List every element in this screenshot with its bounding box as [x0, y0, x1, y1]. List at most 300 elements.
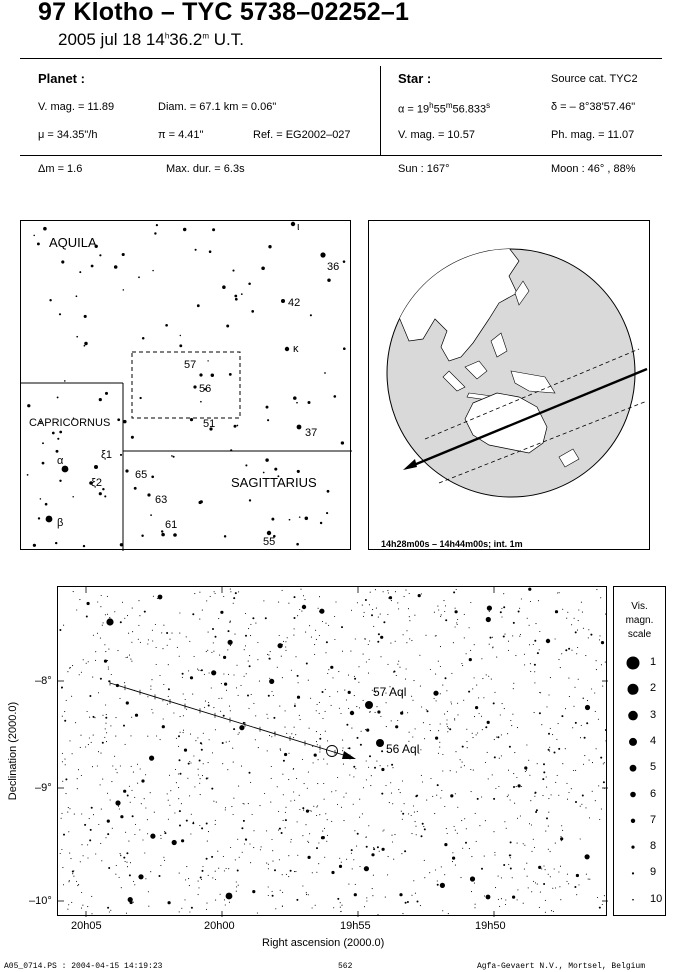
map-field-star [268, 695, 269, 696]
map-field-star [404, 850, 406, 852]
map-field-star [366, 661, 367, 662]
finder-field-star [308, 401, 311, 404]
map-field-star [348, 748, 349, 749]
map-field-star [604, 762, 605, 763]
map-field-star [513, 622, 515, 624]
map-field-star [392, 841, 393, 842]
map-field-star [587, 700, 588, 701]
track-arrow [342, 751, 356, 759]
map-field-star [446, 724, 447, 725]
map-bright-star [350, 711, 354, 715]
map-field-star [120, 815, 123, 818]
map-field-star [81, 672, 82, 673]
map-field-star [291, 733, 292, 734]
map-field-star [285, 807, 286, 808]
map-field-star [218, 868, 219, 869]
map-field-star [184, 749, 187, 752]
map-field-star [238, 786, 239, 787]
finder-field-star [212, 228, 215, 231]
map-field-star [235, 592, 237, 594]
map-field-star [484, 895, 485, 896]
finder-field-star [114, 265, 118, 269]
finder-field-star [200, 401, 202, 403]
map-field-star [142, 839, 143, 840]
map-field-star [466, 741, 467, 742]
map-field-star [97, 601, 98, 602]
map-field-star [591, 688, 592, 689]
map-field-star [445, 677, 447, 679]
map-field-star [249, 655, 250, 656]
map-field-star [553, 911, 554, 912]
map-field-star [342, 740, 343, 741]
map-field-star [245, 839, 247, 841]
map-field-star [267, 654, 268, 655]
map-field-star [451, 703, 452, 704]
map-field-star [383, 829, 384, 830]
map-field-star [200, 778, 201, 779]
map-field-star [546, 776, 547, 777]
map-field-star [327, 740, 328, 741]
map-field-star [411, 833, 412, 834]
finder-field-star [265, 458, 268, 461]
map-field-star [562, 830, 563, 831]
map-field-star [73, 591, 74, 592]
map-field-star [281, 656, 282, 657]
map-field-star [469, 658, 472, 661]
map-field-star [283, 820, 284, 821]
finder-field-star [99, 492, 102, 495]
map-field-star [107, 660, 108, 661]
map-field-star [514, 803, 515, 804]
map-field-star [72, 873, 73, 874]
map-field-star [560, 667, 561, 668]
map-field-star [604, 895, 605, 896]
map-field-star [151, 709, 152, 710]
map-field-star [520, 634, 521, 635]
map-field-star [561, 715, 563, 717]
xaxis-title: Right ascension (2000.0) [262, 937, 385, 949]
finder-field-star [76, 336, 78, 338]
map-field-star [206, 823, 208, 825]
map-field-star [447, 711, 448, 712]
map-field-star [372, 895, 373, 896]
map-field-star [494, 756, 496, 758]
map-field-star [409, 638, 410, 639]
map-field-star [369, 640, 370, 641]
finder-field-star [293, 396, 297, 400]
map-field-star [149, 756, 154, 761]
map-field-star [527, 876, 528, 877]
map-field-star [406, 668, 407, 669]
map-field-star [472, 688, 473, 689]
map-field-star [470, 602, 471, 603]
map-field-star [461, 767, 462, 768]
map-field-star [321, 836, 324, 839]
map-field-star [387, 590, 388, 591]
map-field-star [534, 796, 535, 797]
map-field-star [424, 828, 426, 830]
map-field-star [194, 593, 195, 594]
map-field-star [249, 772, 251, 774]
ra-s-sup: s [486, 101, 491, 110]
map-field-star [147, 833, 148, 834]
map-field-star [155, 624, 156, 625]
map-field-star [288, 603, 289, 604]
map-field-star [369, 604, 370, 605]
map-field-star [64, 711, 65, 712]
map-field-star [327, 819, 328, 820]
map-field-star [535, 623, 536, 624]
map-field-star [452, 861, 453, 862]
map-field-star [517, 727, 518, 728]
map-field-star [193, 822, 194, 823]
map-field-star [582, 612, 583, 613]
map-field-star [230, 620, 231, 621]
map-field-star [62, 716, 63, 717]
map-field-star [85, 746, 86, 747]
finder-named-star [125, 469, 128, 472]
info-table [20, 58, 650, 188]
map-field-star [139, 829, 140, 830]
map-field-star [515, 655, 516, 656]
map-field-star [105, 717, 107, 719]
map-field-star [351, 853, 352, 854]
map-field-star [405, 590, 406, 591]
finder-field-star [245, 464, 247, 466]
map-field-star [492, 774, 493, 775]
map-field-star [125, 744, 126, 745]
map-field-star [127, 795, 129, 797]
map-field-star [355, 768, 356, 769]
map-field-star [501, 898, 502, 899]
map-field-star [213, 651, 214, 652]
map-field-star [580, 737, 581, 738]
map-field-star [363, 700, 364, 701]
map-field-star [176, 782, 177, 783]
map-field-star [438, 753, 439, 754]
map-field-star [389, 802, 390, 803]
map-field-star [516, 777, 517, 778]
map-field-star [259, 681, 260, 682]
finder-field-star [341, 441, 344, 444]
map-field-star [89, 717, 90, 718]
map-field-star [138, 639, 139, 640]
map-field-star [555, 887, 556, 888]
map-field-star [76, 881, 77, 882]
max-duration: Max. dur. = 6.3s [166, 163, 245, 175]
map-field-star [225, 809, 226, 810]
map-field-star [278, 830, 279, 831]
map-field-star [538, 600, 539, 601]
map-field-star [133, 881, 134, 882]
map-field-star [447, 731, 448, 732]
map-field-star [236, 665, 237, 666]
map-field-star [475, 706, 478, 709]
map-field-star [297, 696, 300, 699]
map-field-star [258, 747, 259, 748]
map-field-star [366, 760, 367, 761]
map-field-star [421, 835, 423, 837]
map-field-star [417, 811, 418, 812]
map-field-star [364, 866, 369, 871]
map-field-star [181, 908, 182, 909]
map-field-star [382, 830, 383, 831]
map-field-star [179, 612, 180, 613]
map-field-star [107, 596, 108, 597]
map-field-star [518, 611, 520, 613]
map-field-star [316, 731, 317, 732]
map-field-star [224, 870, 225, 871]
map-field-star [251, 694, 252, 695]
map-field-star [502, 703, 503, 704]
map-field-star [460, 877, 461, 878]
map-field-star [218, 618, 219, 619]
map-field-star [354, 695, 355, 696]
map-field-star [140, 768, 141, 769]
map-field-star [106, 732, 107, 733]
ra-hours: α = 19 [398, 103, 430, 116]
planet-parallax: π = 4.41" [158, 129, 204, 141]
map-field-star [168, 688, 170, 690]
map-field-star [524, 845, 525, 846]
map-field-star [294, 727, 295, 728]
map-field-star [166, 632, 168, 634]
map-field-star [274, 869, 276, 871]
globe-panel [368, 220, 650, 550]
map-field-star [68, 904, 69, 905]
map-field-star [269, 678, 270, 679]
map-field-star [71, 696, 72, 697]
map-field-star [521, 598, 522, 599]
map-field-star [119, 698, 120, 699]
map-field-star [87, 906, 88, 907]
map-field-star [592, 762, 593, 763]
map-field-star [233, 798, 234, 799]
map-field-star [288, 855, 289, 856]
map-field-star [426, 709, 427, 710]
map-field-star [397, 720, 398, 721]
map-field-star [370, 785, 371, 786]
map-field-star [201, 827, 203, 829]
map-field-star [94, 717, 95, 718]
map-field-star [294, 871, 295, 872]
map-field-star [529, 625, 530, 626]
map-field-star [463, 700, 464, 701]
map-field-star [253, 830, 254, 831]
map-field-star [236, 881, 237, 882]
map-field-star [446, 828, 447, 829]
map-field-star [319, 596, 320, 597]
map-field-star [285, 641, 286, 642]
finder-field-star [180, 335, 181, 336]
map-field-star [424, 738, 425, 739]
map-field-star [376, 761, 377, 762]
map-field-star [387, 874, 388, 875]
map-field-star [227, 769, 228, 770]
map-field-star [219, 655, 220, 656]
map-field-star [589, 760, 590, 761]
map-field-star [500, 714, 501, 715]
map-field-star [77, 778, 78, 779]
map-field-star [399, 893, 402, 896]
map-field-star [535, 811, 537, 813]
map-field-star [462, 762, 463, 763]
map-field-star [285, 646, 286, 647]
map-field-star [415, 893, 416, 894]
map-field-star [539, 631, 540, 632]
map-field-star [362, 605, 363, 606]
map-field-star [368, 673, 369, 674]
map-field-star [380, 614, 381, 615]
map-field-star [317, 704, 318, 705]
legend-label: 9 [650, 866, 657, 879]
map-field-star [508, 864, 509, 865]
map-field-star [526, 744, 527, 745]
map-field-star [521, 786, 522, 787]
map-field-star [548, 826, 549, 827]
label-56-aql: 56 Aql [386, 742, 420, 756]
map-field-star [589, 817, 590, 818]
map-field-star [354, 830, 355, 831]
map-field-star [344, 690, 345, 691]
map-field-star [573, 770, 574, 771]
map-field-star [178, 798, 179, 799]
map-field-star [100, 784, 101, 785]
star-label-57: 57 [184, 359, 197, 371]
finder-field-star [248, 282, 251, 285]
map-field-star [308, 894, 309, 895]
map-field-star [134, 797, 135, 798]
map-field-star [595, 711, 596, 712]
map-field-star [444, 714, 445, 715]
map-field-star [253, 703, 254, 704]
map-field-star [300, 719, 301, 720]
finder-field-star [27, 474, 29, 476]
map-field-star [127, 657, 128, 658]
map-field-star [429, 724, 430, 725]
map-field-star [342, 747, 343, 748]
finder-field-star [305, 517, 309, 521]
map-field-star [257, 912, 258, 913]
map-field-star [594, 692, 595, 693]
map-field-star [334, 639, 335, 640]
map-field-star [545, 831, 546, 832]
map-field-star [400, 712, 403, 715]
map-field-star [366, 900, 367, 901]
map-field-star [215, 820, 216, 821]
map-field-star [176, 738, 177, 739]
map-field-star [595, 800, 596, 801]
finder-field-star [274, 468, 277, 471]
finder-field-star [105, 392, 108, 395]
map-field-star [117, 650, 118, 651]
map-field-star [126, 862, 127, 863]
map-field-star [441, 866, 442, 867]
map-field-star [467, 747, 468, 748]
map-field-star [109, 911, 110, 912]
map-field-star [169, 775, 170, 776]
map-field-star [306, 894, 307, 895]
map-field-star [86, 616, 88, 618]
map-field-star [150, 792, 151, 793]
map-field-star [328, 669, 329, 670]
legend-label: 8 [650, 840, 657, 853]
map-field-star [134, 884, 135, 885]
map-field-star [346, 724, 348, 726]
map-field-star [437, 880, 438, 881]
map-field-star [422, 781, 423, 782]
map-field-star [462, 665, 463, 666]
map-field-star [441, 614, 442, 615]
map-field-star [246, 673, 247, 674]
map-field-star [107, 907, 109, 909]
map-field-star [100, 638, 101, 639]
map-field-star [279, 635, 280, 636]
map-field-star [250, 782, 251, 783]
map-field-star [285, 819, 287, 821]
map-field-star [255, 715, 256, 716]
map-field-star [482, 729, 483, 730]
map-field-star [474, 644, 475, 645]
map-field-star [513, 786, 515, 788]
map-field-star [489, 644, 490, 645]
finder-field-star [84, 342, 87, 345]
map-field-star [466, 729, 467, 730]
map-field-star [340, 911, 341, 912]
map-field-star [409, 616, 410, 617]
map-field-star [440, 883, 445, 888]
finder-field-star [45, 503, 48, 506]
star-declination: δ = – 8°38'57.46" [551, 101, 636, 113]
map-field-star [223, 856, 224, 857]
map-field-star [131, 661, 132, 662]
map-field-star [363, 787, 364, 788]
map-field-star [306, 810, 309, 813]
map-field-star [415, 821, 416, 822]
map-field-star [469, 627, 470, 628]
map-field-star [541, 868, 542, 869]
map-field-star [404, 803, 405, 804]
map-field-star [499, 758, 500, 759]
map-field-star [297, 821, 298, 822]
map-field-star [394, 834, 395, 835]
map-field-star [358, 666, 359, 667]
map-field-star [548, 694, 549, 695]
map-field-star [376, 608, 377, 609]
finder-field-star [152, 270, 153, 271]
map-field-star [270, 658, 271, 659]
map-field-star [358, 682, 359, 683]
finder-field-star [61, 260, 64, 263]
map-field-star [223, 673, 224, 674]
map-field-star [420, 749, 421, 750]
map-field-star [140, 642, 141, 643]
map-field-star [567, 799, 568, 800]
map-field-star [130, 802, 131, 803]
map-field-star [571, 788, 572, 789]
map-field-star [475, 904, 476, 905]
map-field-star [488, 676, 489, 677]
map-field-star [259, 805, 260, 806]
map-field-star [457, 833, 458, 834]
map-field-star [148, 891, 149, 892]
star-label-iota: ι [297, 221, 300, 233]
map-field-star [395, 641, 396, 642]
map-field-star [439, 747, 440, 748]
map-field-star [198, 769, 199, 770]
map-field-star [566, 881, 567, 882]
star-label-63: 63 [155, 494, 168, 506]
